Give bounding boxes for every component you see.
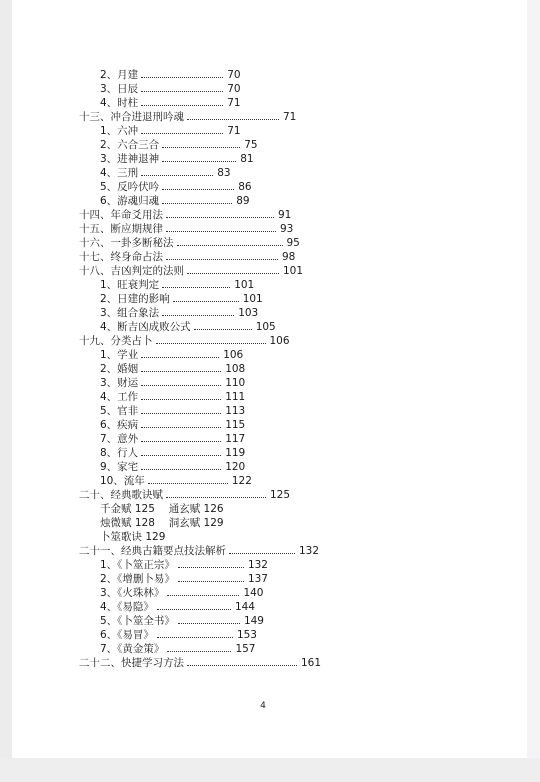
toc-entry[interactable] (100, 306, 258, 320)
toc-entry-page: 71 (227, 97, 241, 109)
toc-entry-page: 91 (278, 209, 292, 221)
toc-entry-page: 144 (234, 601, 255, 613)
toc-entry-title: 十九、分类占卜 (79, 335, 153, 347)
toc-leader-dots (178, 615, 240, 624)
toc-leader-dots (166, 223, 276, 232)
toc-entry-title: 十八、吉凶判定的法则 (79, 265, 184, 277)
toc-leader-dots (162, 307, 234, 316)
toc-entry-page: 95 (286, 237, 300, 249)
toc-entry-page: 110 (225, 377, 246, 389)
toc-leader-dots (141, 125, 223, 134)
toc-entry[interactable] (100, 446, 245, 460)
toc-entry-page: 89 (236, 195, 250, 207)
toc-leader-dots (162, 279, 230, 288)
toc-leader-dots (156, 335, 266, 344)
toc-entry-title: 二十二、快捷学习方法 (79, 657, 184, 669)
toc-entry[interactable] (79, 208, 291, 222)
toc-leader-dots (166, 251, 278, 260)
toc-entry-title: 2、婚姻 (100, 363, 139, 375)
toc-leader-dots (166, 209, 274, 218)
toc-entry[interactable] (100, 278, 254, 292)
toc-entry-page: 137 (247, 573, 268, 585)
toc-entry[interactable] (100, 432, 245, 446)
page-number: 4 (260, 701, 266, 711)
toc-entry[interactable] (100, 502, 224, 516)
toc-leader-dots (141, 97, 223, 106)
toc-entry[interactable] (79, 544, 319, 558)
toc-entry-page: 98 (282, 251, 296, 263)
toc-entry[interactable] (100, 614, 264, 628)
toc-leader-dots (178, 559, 244, 568)
toc-leader-dots (178, 573, 244, 582)
toc-entry-page: 93 (280, 223, 294, 235)
toc-entry[interactable] (100, 418, 245, 432)
toc-entry-page: 83 (217, 167, 231, 179)
toc-entry-page: 119 (225, 447, 246, 459)
toc-leader-dots (187, 111, 279, 120)
toc-entry[interactable] (100, 68, 241, 82)
toc-entry-title: 2、《增删卜易》 (100, 573, 175, 585)
toc-entry-page: 81 (240, 153, 254, 165)
toc-leader-dots (162, 181, 234, 190)
toc-leader-dots (166, 489, 266, 498)
toc-entry-title: 1、《卜筮正宗》 (100, 559, 175, 571)
toc-entry-title: 4、工作 (100, 391, 139, 403)
toc-entry[interactable] (79, 334, 290, 348)
toc-entry-page: 132 (247, 559, 268, 571)
toc-entry-title: 3、组合象法 (100, 307, 160, 319)
toc-entry-title: 1、旺衰判定 (100, 279, 160, 291)
toc-entry-title: 9、家宅 (100, 461, 139, 473)
toc-entry-title: 6、游魂归魂 (100, 195, 160, 207)
toc-entry[interactable] (100, 600, 255, 614)
toc-entry[interactable] (79, 222, 293, 236)
toc-entry[interactable] (79, 264, 303, 278)
toc-entry-page: 105 (255, 321, 276, 333)
toc-entry[interactable] (100, 530, 165, 544)
toc-entry-title: 2、六合三合 (100, 139, 160, 151)
toc-entry[interactable] (100, 96, 241, 110)
toc-entry-page: 70 (227, 83, 241, 95)
toc-entry-title: 2、日建的影响 (100, 293, 170, 305)
toc-entry-title: 3、财运 (100, 377, 139, 389)
toc-leader-dots (194, 321, 252, 330)
toc-entry[interactable] (100, 152, 254, 166)
toc-entry[interactable] (100, 166, 231, 180)
toc-entry-title: 3、进神退神 (100, 153, 160, 165)
toc-leader-dots (173, 293, 239, 302)
toc-leader-dots (177, 237, 283, 246)
toc-leader-dots (157, 601, 231, 610)
toc-entry-title: 7、《黄金策》 (100, 643, 165, 655)
toc-entry[interactable] (79, 236, 300, 250)
toc-entry-page: 71 (283, 111, 297, 123)
toc-entry-title: 8、行人 (100, 447, 139, 459)
toc-entry-title: 5、官非 (100, 405, 139, 417)
toc-entry[interactable] (100, 320, 276, 334)
toc-entry-title: 二十、经典歌诀赋 (79, 489, 163, 501)
toc-leader-dots (162, 139, 240, 148)
toc-entry-page: 101 (234, 279, 255, 291)
toc-entry[interactable] (100, 474, 252, 488)
toc-entry-page: 106 (269, 335, 290, 347)
toc-entry-title: 6、疾病 (100, 419, 139, 431)
toc-entry-page: 157 (235, 643, 256, 655)
toc-leader-dots (229, 545, 295, 554)
toc-entry-page: 153 (236, 629, 257, 641)
toc-leader-dots (141, 405, 221, 414)
toc-entry[interactable] (100, 292, 263, 306)
toc-leader-dots (141, 419, 221, 428)
viewer-bottom-bar (0, 758, 540, 782)
toc-entry-title: 7、意外 (100, 433, 139, 445)
toc-entry-page: 86 (238, 181, 252, 193)
toc-entry[interactable] (79, 488, 290, 502)
toc-entry-page: 140 (243, 587, 264, 599)
toc-entry-page: 115 (225, 419, 246, 431)
scrollbar-track[interactable] (527, 0, 540, 758)
toc-entry-title: 卜筮歌诀 129 (100, 531, 166, 543)
toc-entry-title: 1、六冲 (100, 125, 139, 137)
toc-entry-title: 6、《易冒》 (100, 629, 154, 641)
toc-entry[interactable] (100, 516, 224, 530)
toc-entry-page: 75 (244, 139, 258, 151)
toc-entry[interactable] (100, 404, 245, 418)
toc-entry[interactable] (100, 362, 245, 376)
toc-entry-title: 十六、一卦多断秘法 (79, 237, 174, 249)
toc-entry-page: 106 (223, 349, 244, 361)
toc-entry[interactable] (100, 628, 257, 642)
toc-entry[interactable] (79, 656, 321, 670)
toc-leader-dots (148, 475, 228, 484)
toc-entry-page: 125 (270, 489, 291, 501)
toc-entry-title: 3、日辰 (100, 83, 139, 95)
toc-entry[interactable] (100, 180, 252, 194)
toc-entry[interactable] (79, 250, 295, 264)
toc-leader-dots (162, 195, 232, 204)
toc-leader-dots (187, 657, 297, 666)
toc-entry-title: 3、《火珠林》 (100, 587, 165, 599)
toc-entry-page: 117 (225, 433, 246, 445)
toc-entry-title: 4、断吉凶成败公式 (100, 321, 191, 333)
toc-entry-title: 5、《卜筮全书》 (100, 615, 175, 627)
toc-leader-dots (141, 377, 221, 386)
toc-leader-dots (141, 349, 219, 358)
toc-leader-dots (141, 69, 223, 78)
toc-leader-dots (141, 391, 221, 400)
toc-entry-title: 5、反吟伏吟 (100, 181, 160, 193)
toc-leader-dots (141, 461, 221, 470)
toc-leader-dots (167, 587, 239, 596)
toc-entry-page: 132 (299, 545, 320, 557)
toc-entry[interactable] (100, 348, 243, 362)
toc-leader-dots (157, 629, 233, 638)
toc-entry-page: 161 (301, 657, 322, 669)
toc-entry[interactable] (100, 390, 245, 404)
toc-entry-page: 122 (231, 475, 252, 487)
toc-entry-page: 113 (225, 405, 246, 417)
toc-entry[interactable] (100, 460, 245, 474)
toc-entry-page: 103 (238, 307, 259, 319)
toc-entry-page: 108 (225, 363, 246, 375)
toc-entry[interactable] (79, 110, 296, 124)
toc-entry-title: 十三、冲合进退刑吟魂 (79, 111, 184, 123)
toc-entry-page: 101 (283, 265, 304, 277)
toc-entry-page: 120 (225, 461, 246, 473)
toc-entry-title: 4、时柱 (100, 97, 139, 109)
toc-entry-title: 4、三刑 (100, 167, 139, 179)
toc-entry-page: 149 (243, 615, 264, 627)
toc-entry[interactable] (100, 82, 241, 96)
toc-entry-title: 十七、终身命占法 (79, 251, 163, 263)
toc-entry-title: 10、流年 (100, 475, 145, 487)
toc-entry-title: 千金赋 125 通玄赋 126 (100, 503, 224, 515)
toc-entry-page: 111 (225, 391, 246, 403)
toc-entry-page: 101 (242, 293, 263, 305)
toc-entry[interactable] (100, 376, 245, 390)
toc-leader-dots (141, 447, 221, 456)
toc-entry-title: 十五、断应期规律 (79, 223, 163, 235)
toc-entry-title: 4、《易隐》 (100, 601, 154, 613)
toc-entry-title: 二十一、经典古籍要点技法解析 (79, 545, 226, 557)
toc-entry[interactable] (100, 642, 255, 656)
toc-leader-dots (141, 363, 221, 372)
toc-entry[interactable] (100, 194, 250, 208)
toc-entry-title: 十四、年命爻用法 (79, 209, 163, 221)
toc-entry[interactable] (100, 124, 241, 138)
toc-leader-dots (167, 643, 231, 652)
toc-entry-title: 1、学业 (100, 349, 139, 361)
toc-leader-dots (141, 83, 223, 92)
toc-leader-dots (141, 433, 221, 442)
toc-leader-dots (141, 167, 213, 176)
toc-leader-dots (162, 153, 236, 162)
toc-entry-title: 2、月建 (100, 69, 139, 81)
toc-entry-title: 烛微赋 128 洞玄赋 129 (100, 517, 224, 529)
toc-entry[interactable] (100, 572, 268, 586)
toc-entry[interactable] (100, 558, 268, 572)
toc-entry-page: 71 (227, 125, 241, 137)
toc-entry[interactable] (100, 586, 263, 600)
toc-entry[interactable] (100, 138, 258, 152)
toc-leader-dots (187, 265, 279, 274)
toc-entry-page: 70 (227, 69, 241, 81)
